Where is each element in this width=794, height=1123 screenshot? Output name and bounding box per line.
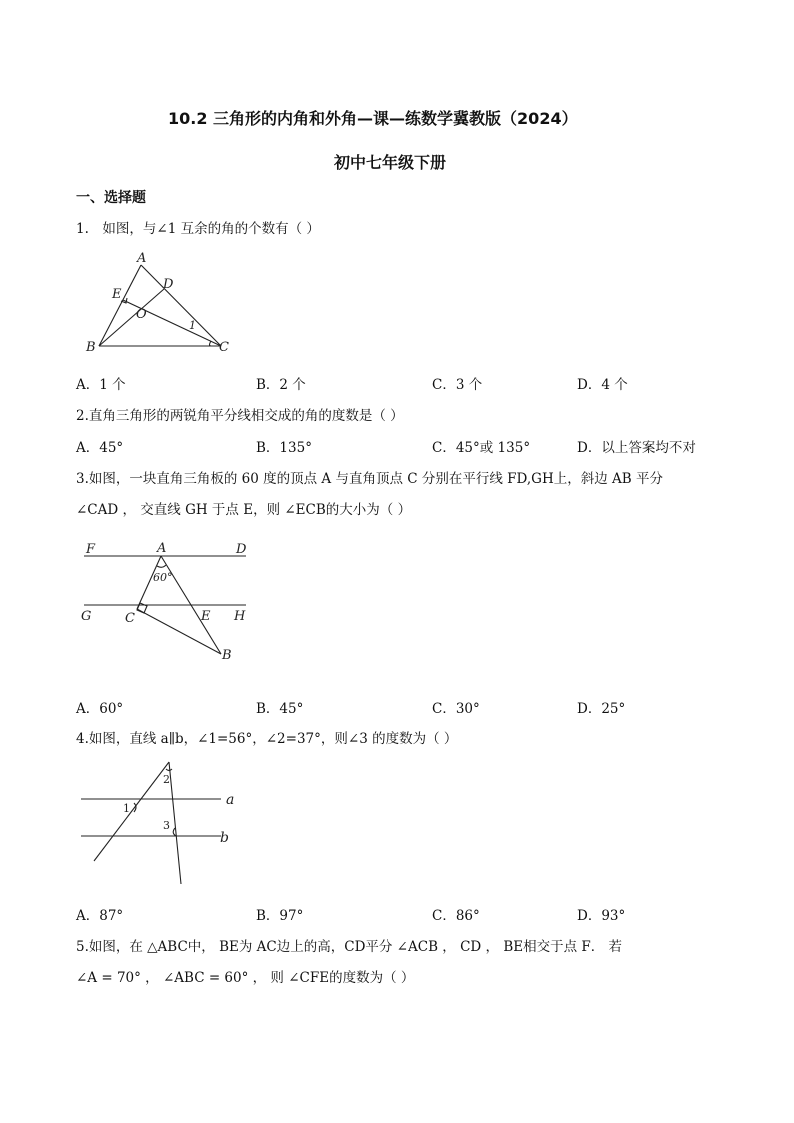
label-f: F (86, 542, 96, 557)
angle-2-arc (166, 769, 172, 771)
question-2-text: 2.直角三角形的两锐角平分线相交成的角的度数是（ ） (76, 408, 404, 424)
q3-option-c[interactable]: C．30° (432, 701, 480, 717)
label-1: 1 (123, 802, 130, 815)
question-5-line-1: 5.如图，在 △ABC中， BE为 AC边上的高，CD平分 ∠ACB ， CD ， BE相交于点 F． 若 (76, 939, 623, 955)
question-4-figure (76, 760, 256, 890)
question-4-text: 4.如图，直线 a∥b，∠1=56°，∠2=37°，则∠3 的度数为（ ） (76, 731, 458, 747)
q1-option-a[interactable]: A．1 个 (76, 377, 126, 393)
segment-ac (141, 265, 221, 346)
question-3-line-2: ∠CAD ， 交直线 GH 于点 E，则 ∠ECB的大小为（ ） (76, 502, 412, 518)
angle-1-arc (210, 341, 212, 346)
q1-option-d[interactable]: D．4 个 (577, 377, 628, 393)
q3-option-b[interactable]: B．45° (256, 701, 304, 717)
label-1: 1 (189, 319, 196, 332)
page-title: 10.2 三角形的内角和外角—课—练数学冀教版（2024） (168, 109, 578, 128)
question-3-line-1: 3.如图，一块直角三角板的 60 度的顶点 A 与直角顶点 C 分别在平行线 FD,GH上，斜边 AB 平分 (76, 471, 663, 487)
q3-option-a[interactable]: A．60° (76, 701, 124, 717)
q4-option-d[interactable]: D．93° (577, 908, 626, 924)
label-b: B (86, 340, 96, 355)
q1-option-c[interactable]: C．3 个 (432, 377, 483, 393)
label-2: 2 (163, 773, 170, 786)
question-1-text: 1. 如图，与∠1 互余的角的个数有（ ） (76, 221, 320, 237)
q4-option-a[interactable]: A．87° (76, 908, 124, 924)
segment-bd (99, 289, 164, 346)
q2-option-d[interactable]: D．以上答案均不对 (577, 440, 696, 456)
question-5-line-2: ∠A = 70° ， ∠ABC = 60° ， 则 ∠CFE的度数为（ ） (76, 970, 415, 986)
label-c: C (219, 340, 229, 355)
label-60: 60° (153, 571, 173, 584)
q2-option-a[interactable]: A．45° (76, 440, 124, 456)
label-3: 3 (163, 819, 170, 832)
label-e: E (112, 287, 122, 302)
label-a: A (137, 251, 147, 266)
question-1-figure (76, 248, 246, 358)
page-subtitle: 初中七年级下册 (334, 153, 447, 172)
transversal-left (94, 762, 169, 861)
q3-option-d[interactable]: D．25° (577, 701, 626, 717)
question-3-figure (76, 536, 256, 666)
label-g: G (81, 609, 92, 624)
q2-option-c[interactable]: C．45°或 135° (432, 440, 531, 456)
label-a: A (157, 541, 167, 556)
q4-option-b[interactable]: B．97° (256, 908, 304, 924)
label-o: O (136, 307, 147, 322)
label-line-b: b (220, 830, 229, 846)
q1-option-b[interactable]: B．2 个 (256, 377, 306, 393)
label-line-a: a (226, 792, 235, 808)
label-d: D (236, 542, 247, 557)
angle-60-arc (157, 565, 166, 567)
q2-option-b[interactable]: B．135° (256, 440, 312, 456)
section-heading: 一、选择题 (76, 190, 146, 206)
label-d: D (163, 277, 174, 292)
transversal-right (169, 762, 181, 884)
label-e: E (201, 609, 211, 624)
q4-option-c[interactable]: C．86° (432, 908, 480, 924)
label-c: C (125, 611, 135, 626)
label-b: B (222, 648, 232, 663)
label-h: H (234, 609, 246, 624)
